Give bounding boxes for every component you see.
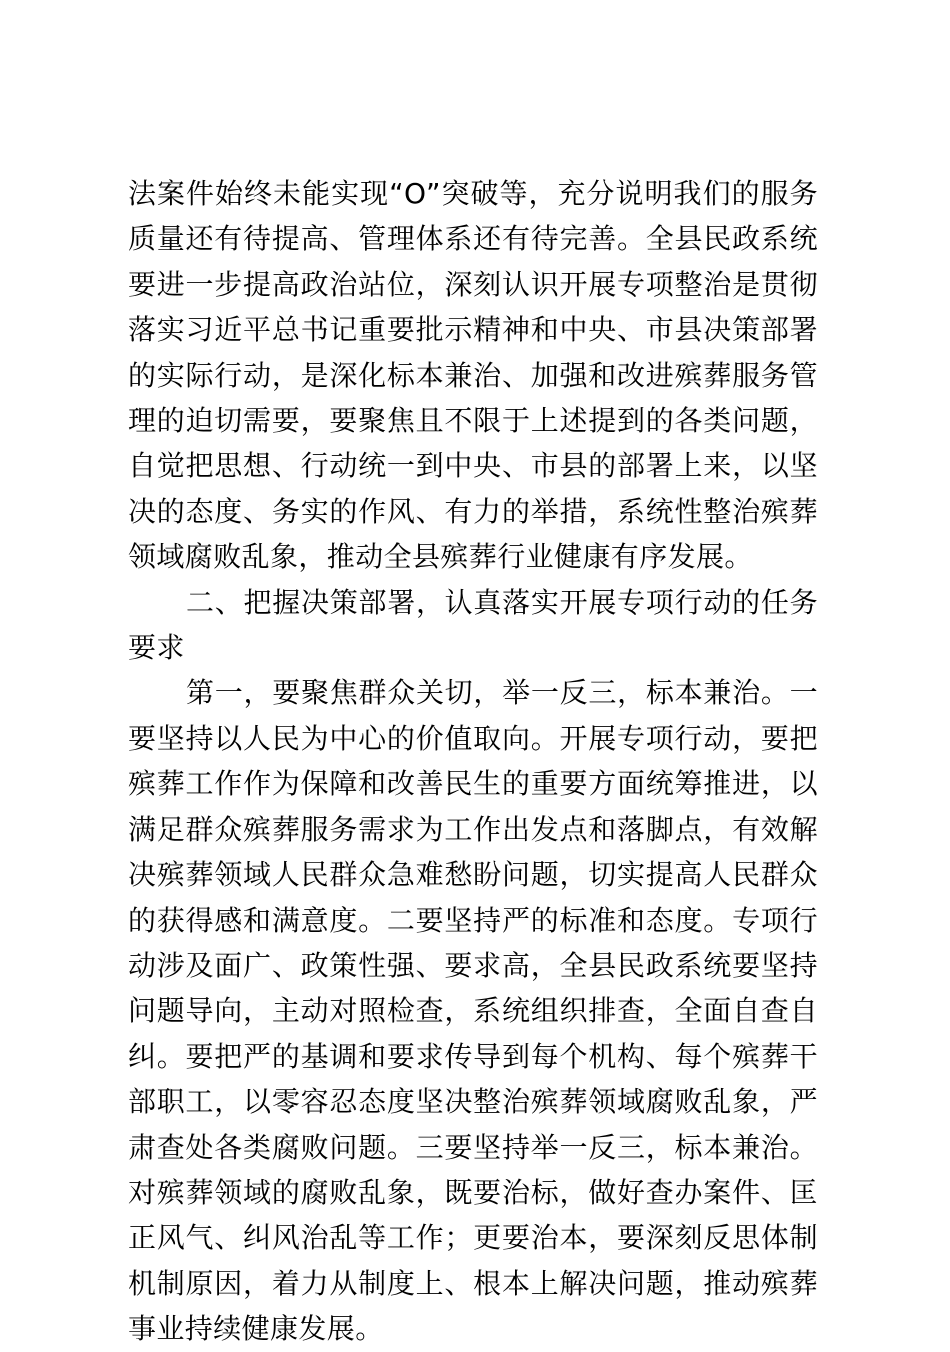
paragraph: 第一，要聚焦群众关切，举一反三，标本兼治。一要坚持以人民为中心的价值取向。开展专项行动，要把殡葬工作作为保障和改善民生的重要方面统筹推进，以满足群众殡葬服务需求为工作出发点和落脚点，有效解决殡葬领域人民群众急难愁盼问题，切实提高人民群众的获得感和满意度。二要坚持严的标准和态度。专项行动涉及面广、政策性强、要求高，全县民政系统要坚持问题导向，主动对照检查，系统组织排查，全面自查自纠。要把严的基调和要求传导到每个机构、每个殡葬干部职工，以零容忍态度坚决整治殡葬领域腐败乱象，严肃查处各类腐败问题。三要坚持举一反三，标本兼治。对殡葬领域的腐败乱象，既要治标，做好查办案件、匡正风气、纠风治乱等工作；更要治本，要深刻反思体制机制原因，着力从制度上、根本上解决问题，推动殡葬事业持续健康发展。 bbox=[128, 676, 818, 1346]
section-heading: 二、把握决策部署，认真落实开展专项行动的任务要求 bbox=[128, 585, 818, 665]
paragraph-continuation: 法案件始终未能实现“O”突破等，充分说明我们的服务质量还有待提高、管理体系还有待完善。全县民政系统要进一步提高政治站位，深刻认识开展专项整治是贯彻落实习近平总书记重要批示精神和中央、市县决策部署的实际行动，是深化标本兼治、加强和改进殡葬服务管理的迫切需要，要聚焦且不限于上述提到的各类问题，自觉把思想、行动统一到中央、市县的部署上来，以坚决的态度、务实的作风、有力的举措，系统性整治殡葬领域腐败乱象，推动全县殡葬行业健康有序发展。 bbox=[128, 177, 818, 574]
document-body bbox=[128, 171, 818, 1352]
